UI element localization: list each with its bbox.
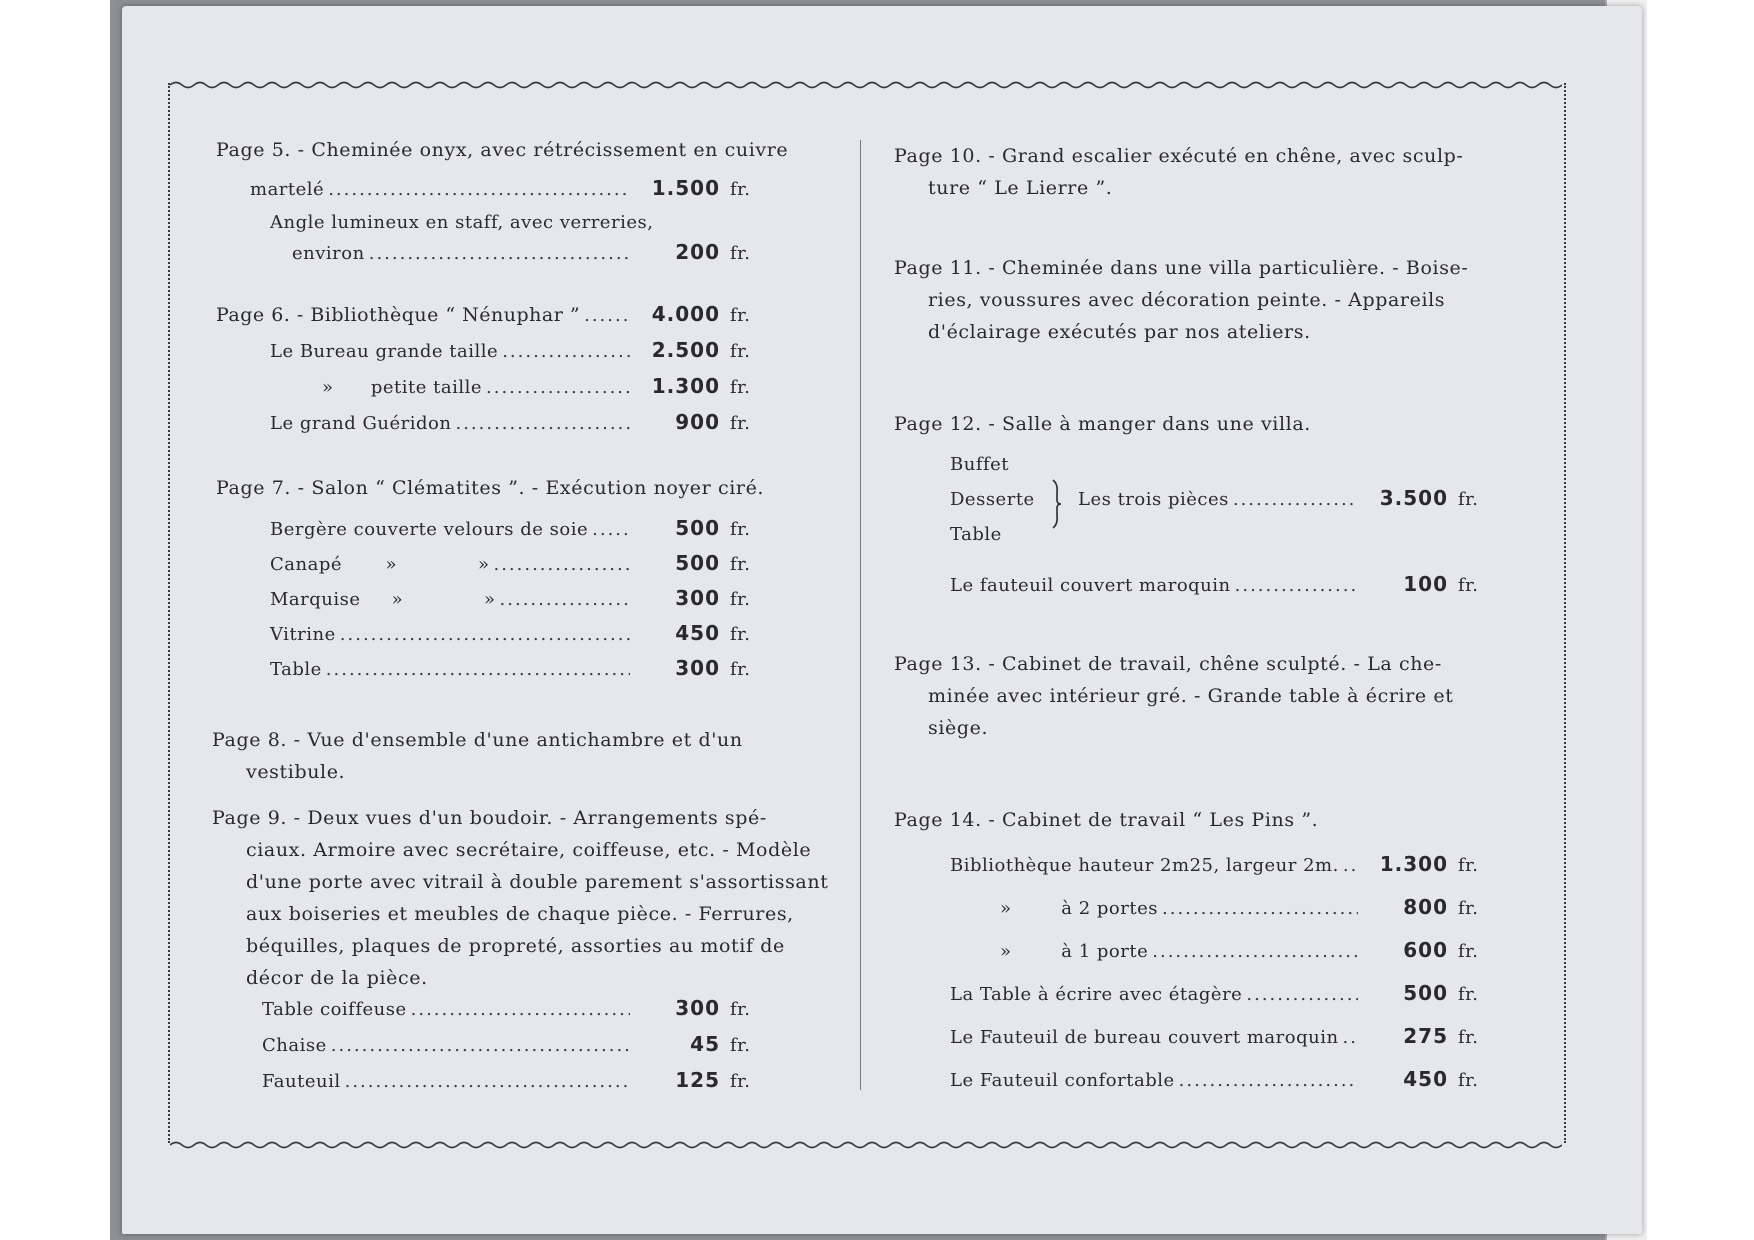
entry-page-11 — [894, 252, 1508, 348]
entry-line: aux boiseries et meubles de chaque pièce. - Ferrures, — [246, 903, 794, 925]
entry-page-12 — [894, 408, 1508, 440]
entry-line: ries, voussures avec décoration peinte. - Appareils — [928, 289, 1446, 311]
entry-continuation: vestibule. — [246, 761, 346, 783]
leader-dots — [326, 659, 630, 680]
price-unit: fr. — [730, 243, 751, 264]
price-row — [1000, 938, 1498, 968]
price-unit: fr. — [730, 624, 751, 645]
price-row — [270, 586, 770, 616]
leader-dots — [1233, 489, 1358, 510]
entry-heading: Page 12. - Salle à manger dans une villa. — [894, 413, 1311, 435]
leader-dots — [500, 589, 630, 610]
item-price: 1.300 — [1379, 852, 1448, 876]
item-price: 2.500 — [651, 338, 720, 362]
item-label: Le Bureau grande taille — [270, 341, 499, 362]
leader-dots — [411, 999, 630, 1020]
price-unit: fr. — [730, 179, 751, 200]
price-unit: fr. — [1458, 575, 1479, 596]
item-price: 125 — [675, 1068, 720, 1092]
item-price: 500 — [675, 551, 720, 575]
item-label: Bibliothèque hauteur 2m25, largeur 2m. — [950, 855, 1339, 876]
price-row — [270, 410, 770, 440]
price-row — [216, 302, 770, 332]
item-price: 300 — [675, 656, 720, 680]
price-row — [950, 852, 1498, 882]
price-unit: fr. — [1458, 984, 1479, 1005]
price-unit: fr. — [730, 377, 751, 398]
leader-dots — [1343, 1027, 1358, 1048]
price-unit: fr. — [1458, 898, 1479, 919]
price-row — [950, 572, 1498, 602]
item-label: Marquise » » — [270, 589, 496, 610]
item-price: 900 — [675, 410, 720, 434]
price-row — [262, 996, 770, 1026]
item-label: La Table à écrire avec étagère — [950, 984, 1243, 1005]
item-label: martelé — [250, 179, 325, 200]
item-label: » petite taille — [322, 377, 483, 398]
leader-dots — [1162, 898, 1358, 919]
price-unit: fr. — [730, 1071, 751, 1092]
entry-line: d'une porte avec vitrail à double parement s'assortissant — [246, 871, 829, 893]
entry-page-13 — [894, 648, 1514, 744]
leader-dots — [1179, 1070, 1358, 1091]
price-row — [322, 374, 770, 404]
item-price: 300 — [675, 996, 720, 1020]
leader-dots — [486, 377, 630, 398]
item-label: Vitrine — [270, 624, 336, 645]
leader-dots — [502, 341, 630, 362]
item-label: Table coiffeuse — [262, 999, 407, 1020]
price-unit: fr. — [730, 554, 751, 575]
price-unit: fr. — [730, 413, 751, 434]
price-row — [270, 621, 770, 651]
item-price: 4.000 — [651, 302, 720, 326]
item-label: » à 2 portes — [1000, 898, 1158, 919]
leader-dots — [340, 624, 630, 645]
group-item: Buffet — [950, 454, 1010, 475]
price-row — [950, 981, 1498, 1011]
item-label: Le Fauteuil confortable — [950, 1070, 1175, 1091]
price-row — [292, 240, 770, 270]
entry-line: minée avec intérieur gré. - Grande table à écrire et — [928, 685, 1454, 707]
item-label: Le Fauteuil de bureau couvert maroquin — [950, 1027, 1339, 1048]
price-row — [1000, 895, 1498, 925]
entry-line: siège. — [928, 717, 989, 739]
entry-heading: Page 5. - Cheminée onyx, avec rétrécissement en cuivre — [216, 139, 789, 161]
item-label: Angle lumineux en staff, avec verreries, — [270, 212, 654, 233]
entry-page-9 — [212, 802, 832, 994]
group-item: Table — [950, 524, 1002, 545]
item-price: 200 — [675, 240, 720, 264]
price-row — [270, 551, 770, 581]
price-unit: fr. — [730, 341, 751, 362]
price-row — [250, 176, 770, 206]
leader-dots — [584, 305, 630, 326]
price-unit: fr. — [1458, 855, 1479, 876]
item-label: Le grand Guéridon — [270, 413, 452, 434]
price-row — [262, 1032, 770, 1062]
price-unit: fr. — [730, 659, 751, 680]
item-price: 100 — [1403, 572, 1448, 596]
entry-page-10 — [894, 140, 1508, 204]
entry-line: béquilles, plaques de propreté, assorties au motif de — [246, 935, 785, 957]
item-price: 1.500 — [651, 176, 720, 200]
entry-page-8 — [212, 724, 832, 788]
item-label: Table — [270, 659, 322, 680]
entry-line: d'éclairage exécutés par nos ateliers. — [928, 321, 1311, 343]
leader-dots — [1343, 855, 1358, 876]
leader-dots — [592, 519, 630, 540]
entry-line: décor de la pièce. — [246, 967, 428, 989]
price-row — [270, 516, 770, 546]
column-divider — [860, 140, 861, 1090]
item-label: Chaise — [262, 1035, 327, 1056]
leader-dots — [455, 413, 630, 434]
item-label: Bergère couverte velours de soie — [270, 519, 589, 540]
entry-page-14 — [894, 804, 1514, 836]
item-label: » à 1 porte — [1000, 941, 1149, 962]
price-unit: fr. — [730, 999, 751, 1020]
price-unit: fr. — [730, 589, 751, 610]
price-row — [270, 656, 770, 686]
item-price: 1.300 — [651, 374, 720, 398]
item-price: 3.500 — [1379, 486, 1448, 510]
entry-page-7 — [216, 472, 836, 504]
item-price: 500 — [675, 516, 720, 540]
leader-dots — [1152, 941, 1358, 962]
item-price: 800 — [1403, 895, 1448, 919]
item-label: Fauteuil — [262, 1071, 341, 1092]
item-price: 450 — [1403, 1067, 1448, 1091]
price-row — [270, 338, 770, 368]
item-price: 450 — [675, 621, 720, 645]
leader-dots — [369, 243, 630, 264]
entry-heading: Page 7. - Salon “ Clématites ”. - Exécution noyer ciré. — [216, 477, 765, 499]
price-row — [950, 1024, 1498, 1054]
price-unit: fr. — [730, 1035, 751, 1056]
leader-dots — [1246, 984, 1358, 1005]
item-price: 500 — [1403, 981, 1448, 1005]
leader-dots — [328, 179, 630, 200]
brace-glyph — [1050, 478, 1064, 530]
item-label: environ — [292, 243, 365, 264]
entry-heading: Page 6. - Bibliothèque “ Nénuphar ” — [216, 304, 581, 326]
group-item: Desserte — [950, 489, 1035, 510]
price-row — [262, 1068, 770, 1098]
leader-dots — [345, 1071, 630, 1092]
price-unit: fr. — [1458, 941, 1479, 962]
entry-continuation: ture “ Le Lierre ”. — [928, 177, 1113, 199]
price-unit: fr. — [1458, 1027, 1479, 1048]
leader-dots — [331, 1035, 630, 1056]
leader-dots — [493, 554, 630, 575]
price-row — [950, 1067, 1498, 1097]
item-price: 275 — [1403, 1024, 1448, 1048]
entry-heading: Page 10. - Grand escalier exécuté en chêne, avec sculp- — [894, 145, 1464, 167]
entry-heading: Page 11. - Cheminée dans une villa particulière. - Boise- — [894, 257, 1469, 279]
item-price: 45 — [690, 1032, 720, 1056]
item-price: 600 — [1403, 938, 1448, 962]
price-unit: fr. — [1458, 489, 1479, 510]
entry-heading: Page 9. - Deux vues d'un boudoir. - Arrangements spé- — [212, 807, 767, 829]
entry-page-5 — [216, 134, 828, 166]
price-row — [1078, 486, 1498, 516]
entry-heading: Page 13. - Cabinet de travail, chêne sculpté. - La che- — [894, 653, 1442, 675]
item-label: Canapé » » — [270, 554, 490, 575]
entry-heading: Page 14. - Cabinet de travail “ Les Pins ”. — [894, 809, 1319, 831]
item-label: Le fauteuil couvert maroquin — [950, 575, 1231, 596]
price-unit: fr. — [730, 305, 751, 326]
price-unit: fr. — [730, 519, 751, 540]
price-unit: fr. — [1458, 1070, 1479, 1091]
entry-heading: Page 8. - Vue d'ensemble d'une antichambre et d'un — [212, 729, 743, 751]
entry-line: ciaux. Armoire avec secrétaire, coiffeuse, etc. - Modèle — [246, 839, 812, 861]
leader-dots — [1235, 575, 1358, 596]
item-label: Les trois pièces — [1078, 489, 1229, 510]
item-price: 300 — [675, 586, 720, 610]
